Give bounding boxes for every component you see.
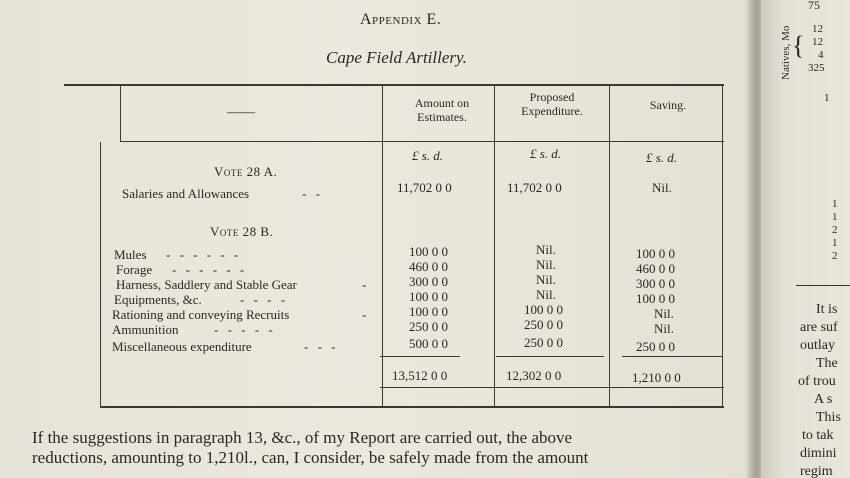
- row-saving: 460 0 0: [636, 261, 675, 276]
- right-text-line: This: [816, 410, 841, 425]
- row-label: Rationing and conveying Recruits: [112, 307, 290, 322]
- row-amount: 100 0 0: [409, 289, 448, 304]
- right-text-line: are suf: [800, 320, 838, 335]
- row-leader: - -: [302, 186, 323, 201]
- proposed-left-rule: [494, 84, 495, 408]
- row-proposed: 250 0 0: [524, 335, 563, 350]
- saving-sum-rule: [622, 356, 722, 357]
- item-left-rule: [100, 142, 101, 408]
- row-label: Salaries and Allowances: [122, 186, 250, 201]
- row-proposed: Nil.: [536, 257, 556, 272]
- row-leader: -: [362, 277, 370, 292]
- row-saving: 300 0 0: [636, 276, 675, 291]
- right-page: [756, 0, 850, 478]
- estimates-table: [64, 84, 734, 410]
- proposed-sum-rule: [496, 356, 604, 357]
- paragraph-line-2: reductions, amounting to 1,210l., can, I consider, be safely made from the amount: [32, 448, 589, 467]
- right-text-line: It is: [816, 302, 838, 317]
- saving-units: £ s. d.: [646, 150, 678, 165]
- row-saving: Nil.: [652, 180, 672, 195]
- right-text-line: outlay: [800, 338, 835, 353]
- row-saving: Nil.: [654, 321, 674, 336]
- row-amount: 250 0 0: [409, 319, 448, 334]
- row-leader: - - - - - -: [166, 247, 242, 262]
- right-text-line: regim: [800, 464, 833, 478]
- header-rule: [120, 141, 724, 142]
- paragraph-line-1: If the suggestions in paragraph 13, &c., of my Report are carried out, the above: [32, 428, 573, 447]
- row-label: Harness, Saddlery and Stable Gear: [116, 277, 297, 292]
- amount-sum-rule: [380, 356, 460, 357]
- table-top-rule: [64, 84, 724, 86]
- brace-num: 325: [808, 62, 825, 74]
- right-rule: [796, 285, 850, 286]
- right-col-number: 2: [832, 224, 838, 236]
- table-right-rule: [722, 84, 723, 408]
- table-bottom-rule: [100, 406, 724, 408]
- row-leader: - - - - - -: [172, 262, 248, 277]
- item-left-rule-top: [120, 84, 121, 142]
- row-proposed: 11,702 0 0: [507, 180, 562, 195]
- right-col-number: 1: [832, 237, 838, 249]
- row-amount: 100 0 0: [409, 244, 448, 259]
- brace-num: 4: [818, 49, 824, 61]
- row-amount: 460 0 0: [409, 259, 448, 274]
- total-proposed: 12,302 0 0: [506, 368, 562, 383]
- vote-b-heading: Vote 28 B.: [210, 224, 274, 239]
- right-text-line: A s: [814, 392, 833, 407]
- row-proposed: Nil.: [536, 287, 556, 302]
- row-amount: 100 0 0: [409, 304, 448, 319]
- total-amount: 13,512 0 0: [392, 368, 448, 383]
- row-amount: 300 0 0: [409, 274, 448, 289]
- amount-left-rule: [382, 84, 383, 408]
- saving-left-rule: [609, 84, 610, 408]
- row-amount: 11,702 0 0: [397, 180, 452, 195]
- right-col-number: 2: [832, 250, 838, 262]
- body-paragraph: [32, 428, 760, 468]
- book-spine-shadow: [745, 0, 761, 478]
- amount-units: £ s. d.: [412, 148, 444, 163]
- row-label: Forage: [116, 262, 153, 277]
- brace-num: 12: [812, 36, 823, 48]
- right-top-number: 75: [808, 0, 820, 12]
- table-subtitle: Cape Field Artillery.: [326, 48, 467, 67]
- right-number: 1: [824, 92, 830, 104]
- brace-num: 12: [812, 23, 823, 35]
- proposed-units: £ s. d.: [530, 146, 562, 161]
- totals-rule: [380, 387, 724, 388]
- row-label: Mules: [114, 247, 147, 262]
- row-label: Equipments, &c.: [114, 292, 202, 307]
- saving-column-header: Saving.: [649, 98, 687, 112]
- row-leader: - - - -: [240, 292, 289, 307]
- item-column-header: ——: [227, 105, 255, 120]
- row-saving: 100 0 0: [636, 291, 675, 306]
- brace-icon: {: [792, 31, 805, 60]
- right-text-line: of trou: [798, 374, 836, 389]
- row-proposed: Nil.: [536, 272, 556, 287]
- right-text-line: The: [816, 356, 838, 371]
- row-leader: - - - - -: [214, 322, 276, 337]
- row-proposed: 100 0 0: [524, 302, 563, 317]
- row-label: Miscellaneous expenditure: [112, 339, 252, 354]
- appendix-title: Appendix E.: [360, 11, 442, 28]
- vote-a-heading: Vote 28 A.: [214, 164, 278, 179]
- amount-column-header: Amount on Estimates.: [414, 96, 470, 124]
- row-leader: - - -: [304, 339, 339, 354]
- row-saving: Nil.: [654, 306, 674, 321]
- proposed-column-header: Proposed Expenditure.: [521, 90, 583, 118]
- right-text-line: to tak: [802, 428, 834, 443]
- row-leader: -: [362, 307, 370, 322]
- row-saving: 100 0 0: [636, 246, 675, 261]
- natives-label: Natives, Mo: [780, 25, 792, 80]
- row-proposed: Nil.: [536, 242, 556, 257]
- right-col-number: 1: [832, 198, 838, 210]
- right-text-line: dimini: [800, 446, 837, 461]
- total-saving: 1,210 0 0: [632, 370, 681, 385]
- row-proposed: 250 0 0: [524, 317, 563, 332]
- right-col-number: 1: [832, 211, 838, 223]
- row-label: Ammunition: [112, 322, 179, 337]
- row-saving: 250 0 0: [636, 339, 675, 354]
- row-amount: 500 0 0: [409, 336, 448, 351]
